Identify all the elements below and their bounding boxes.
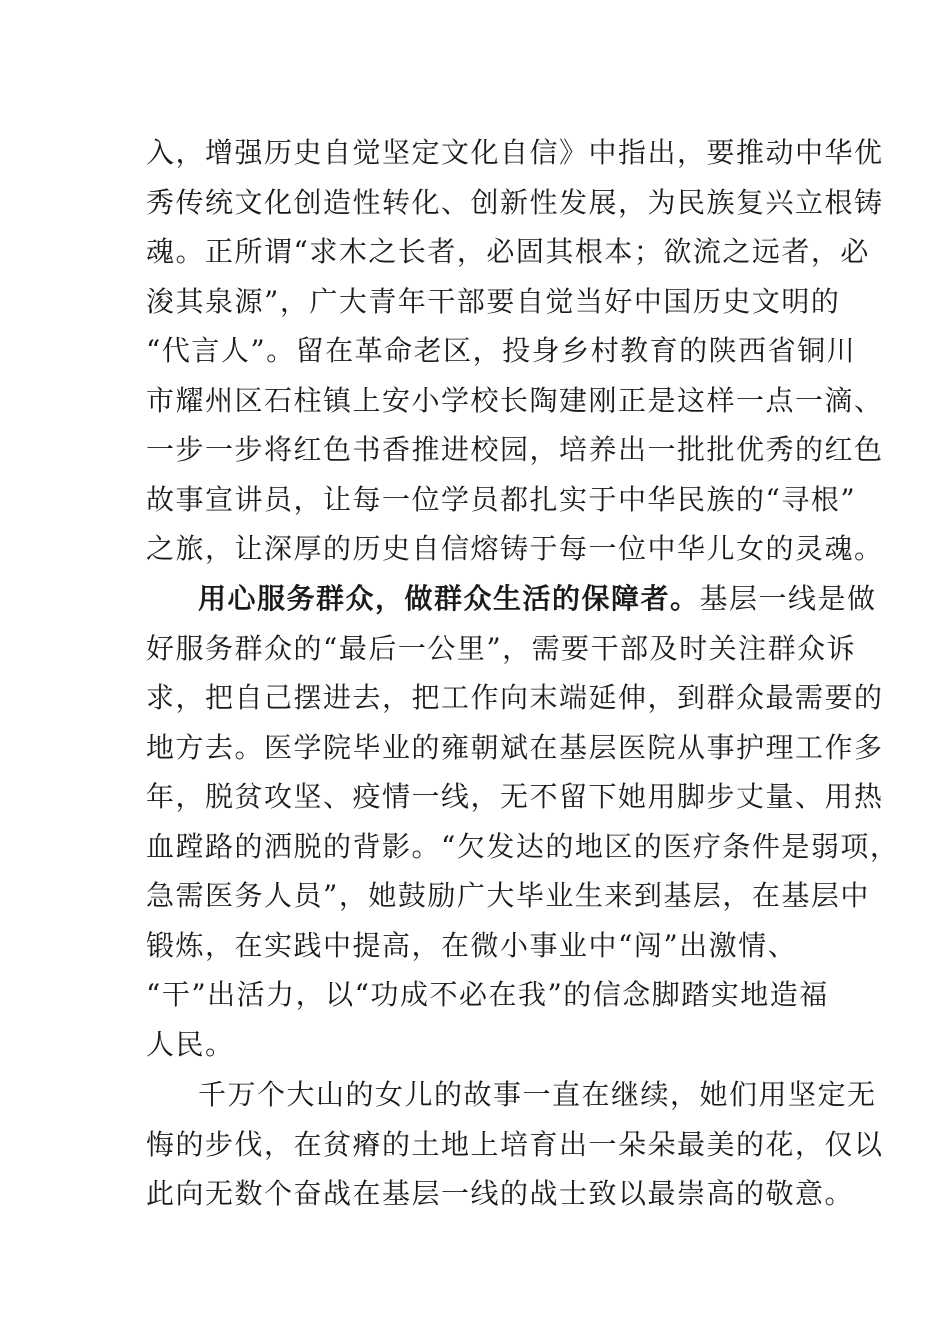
paragraph-line: 一步一步将红色书香推进校园，培养出一批批优秀的红色 [146, 433, 884, 466]
paragraph-line: 人民。 [146, 1027, 235, 1061]
paragraph-line: 地方去。医学院毕业的雍朝斌在基层医院从事护理工作多 [146, 730, 884, 764]
paragraph-line: 浚其泉源”，广大青年干部要自觉当好中国历史文明的 [146, 284, 841, 318]
paragraph-first-line-text: 基层一线是做 [699, 582, 877, 615]
paragraph-line: 锻炼，在实践中提高，在微小事业中“闯”出激情、 [146, 928, 798, 962]
paragraph-line: 千万个大山的女儿的故事一直在继续，她们用坚定无 [198, 1078, 877, 1111]
paragraph-line: 之旅，让深厚的历史自信熔铸于每一位中华儿女的灵魂。 [146, 532, 884, 565]
paragraph-line: 求，把自己摆进去，把工作向末端延伸，到群众最需要的 [146, 681, 884, 714]
paragraph-line: 魂。正所谓“求木之长者，必固其根本；欲流之远者，必 [146, 235, 870, 268]
paragraph-heading: 用心服务群众，做群众生活的保障者。 [198, 582, 700, 615]
paragraph-line: 年，脱贫攻坚、疫情一线，无不留下她用脚步丈量、用热 [146, 780, 884, 813]
paragraph-line: 血蹚路的洒脱的背影。“欠发达的地区的医疗条件是弱项， [146, 829, 900, 863]
paragraph-line: 悔的步伐，在贫瘠的土地上培育出一朵朵最美的花，仅以 [146, 1127, 884, 1161]
paragraph-line: 故事宣讲员，让每一位学员都扎实于中华民族的“寻根” [146, 482, 857, 516]
paragraph-line: 急需医务人员”，她鼓励广大毕业生来到基层，在基层中 [146, 879, 870, 912]
paragraph-cultural-confidence [146, 128, 884, 574]
paragraph-line: 此向无数个奋战在基层一线的战士致以最崇高的敬意。 [146, 1177, 855, 1210]
paragraph-line: 市耀州区石柱镇上安小学校长陶建刚正是这样一点一滴、 [146, 383, 884, 417]
paragraph-line: “干”出活力，以“功成不必在我”的信念脚踏实地造福 [146, 978, 829, 1011]
paragraph-closing [146, 1070, 884, 1219]
paragraph-line: 好服务群众的“最后一公里”，需要干部及时关注群众诉 [146, 631, 857, 665]
paragraph-serve-masses [146, 574, 900, 1069]
paragraph-line: 秀传统文化创造性转化、创新性发展，为民族复兴立根铸 [146, 185, 884, 219]
paragraph-line: “代言人”。留在革命老区，投身乡村教育的陕西省铜川 [146, 334, 857, 367]
paragraph-line: 入，增强历史自觉坚定文化自信》中指出，要推动中华优 [146, 136, 884, 169]
paragraph-first-line [146, 574, 877, 624]
